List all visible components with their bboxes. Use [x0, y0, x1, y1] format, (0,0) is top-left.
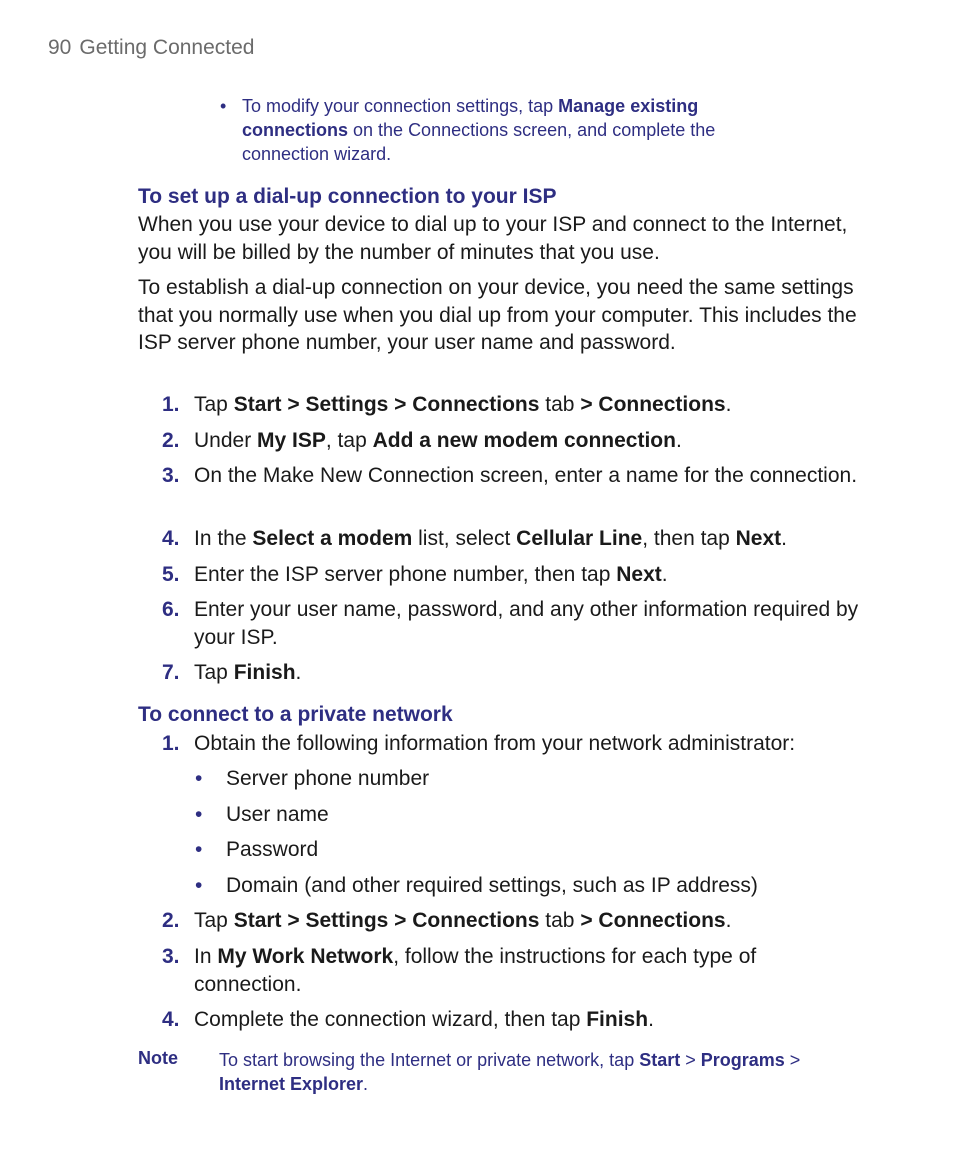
- step-number: 3.: [162, 464, 180, 487]
- bullet-icon: •: [195, 874, 203, 897]
- section-heading-dialup: To set up a dial-up connection to your ISP: [138, 185, 557, 208]
- step-item: [162, 462, 862, 490]
- paragraph-billing: When you use your device to dial up to your ISP and connect to the Internet, you will be billed by the number of minutes that you use.: [138, 213, 848, 264]
- step-item: [162, 659, 862, 687]
- note-label: Note: [138, 1048, 178, 1068]
- step-item: [162, 561, 862, 589]
- step-item: [162, 943, 862, 998]
- bullet-icon: •: [195, 838, 203, 861]
- step-item: [162, 907, 862, 935]
- step-number: 2.: [162, 429, 180, 452]
- bullet-icon: •: [195, 767, 203, 790]
- step-number: 4.: [162, 527, 180, 550]
- step-text: Tap Start > Settings > Connections tab > Connections.: [194, 909, 732, 932]
- step-text: Complete the connection wizard, then tap Finish.: [194, 1008, 654, 1031]
- step-number: 6.: [162, 598, 180, 621]
- step-item: [162, 525, 862, 553]
- step-number: 3.: [162, 945, 180, 968]
- step-number: 2.: [162, 909, 180, 932]
- step-text: On the Make New Connection screen, enter a name for the connection.: [194, 464, 858, 487]
- bullet-icon: •: [195, 803, 203, 826]
- step-text: In My Work Network, follow the instructions for each type of connection.: [194, 945, 757, 996]
- step-item: [162, 427, 862, 455]
- paragraph-settings: To establish a dial-up connection on your device, you need the same settings that you normally use when you dial up from your computer. This includes the ISP server phone number, your user name and password.: [138, 276, 857, 354]
- step-text: Enter your user name, password, and any other information required by your ISP.: [194, 598, 859, 649]
- list-item: [195, 872, 758, 900]
- step-text: Tap Finish.: [194, 661, 302, 684]
- section-title: Getting Connected: [79, 36, 255, 59]
- step-number: 1.: [162, 732, 180, 755]
- list-item: [195, 801, 329, 829]
- list-item: [195, 836, 318, 864]
- step-item: [162, 730, 862, 758]
- bullet-icon: •: [220, 96, 227, 116]
- step-item: [162, 596, 862, 651]
- section-heading-private-network: To connect to a private network: [138, 703, 453, 726]
- list-item-text: Server phone number: [226, 767, 430, 790]
- list-item-text: Domain (and other required settings, such as IP address): [226, 874, 758, 897]
- step-number: 7.: [162, 661, 180, 684]
- list-item: [195, 765, 429, 793]
- intro-bullet-item: [220, 94, 780, 166]
- step-text: Tap Start > Settings > Connections tab > Connections.: [194, 393, 732, 416]
- step-number: 4.: [162, 1008, 180, 1031]
- list-item-text: Password: [226, 838, 319, 861]
- page-number: 90: [48, 36, 72, 59]
- step-text: Enter the ISP server phone number, then tap Next.: [194, 563, 668, 586]
- step-item: [162, 1006, 862, 1034]
- note-text: To start browsing the Internet or private network, tap Start > Programs > Internet Explorer.: [219, 1050, 801, 1094]
- step-text: In the Select a modem list, select Cellular Line, then tap Next.: [194, 527, 787, 550]
- step-number: 5.: [162, 563, 180, 586]
- page-header: [48, 36, 254, 60]
- step-number: 1.: [162, 393, 180, 416]
- step-item: [162, 391, 862, 419]
- step-text: Obtain the following information from your network administrator:: [194, 732, 796, 755]
- intro-bullet-text: To modify your connection settings, tap Manage existing connections on the Connections screen, and complete the connection wizard.: [242, 96, 716, 164]
- list-item-text: User name: [226, 803, 329, 826]
- step-text: Under My ISP, tap Add a new modem connection.: [194, 429, 682, 452]
